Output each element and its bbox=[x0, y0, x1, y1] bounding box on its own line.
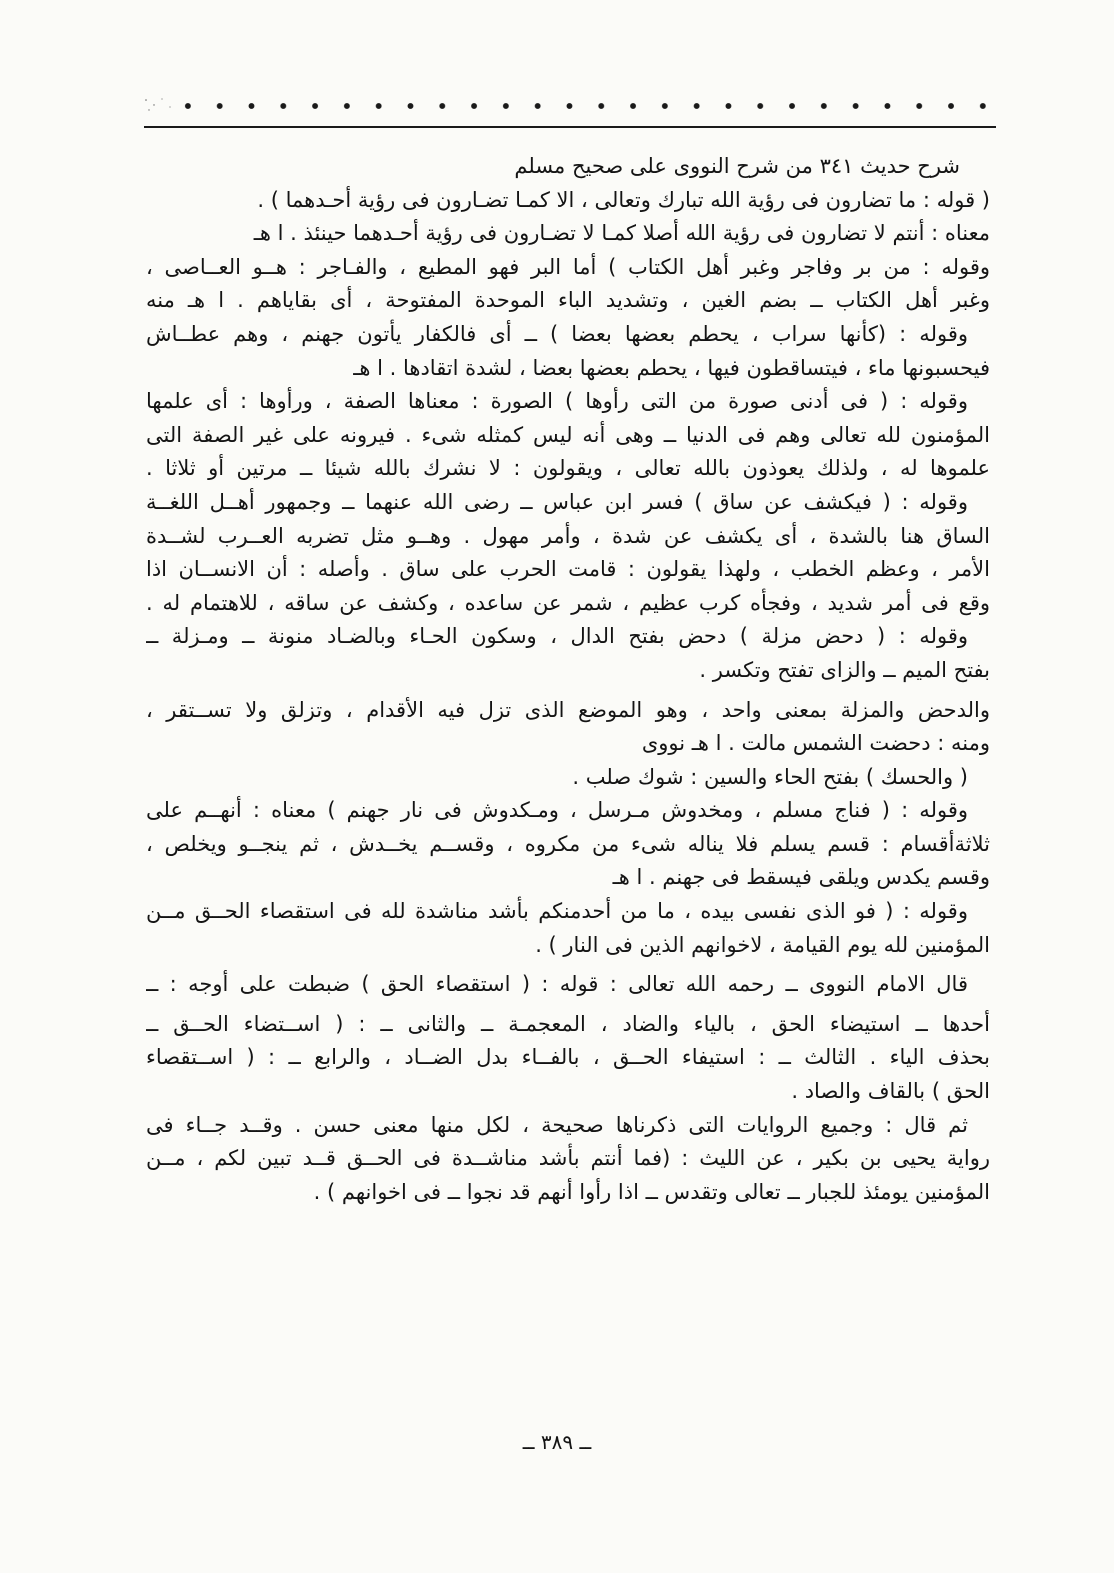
page-number: ــ ٣٨٩ ــ bbox=[522, 1430, 592, 1454]
text-line: وقوله : (كأنها سراب ، يحطم بعضها بعضا ) ــ أى فالكفار يأتون جهنم ، وهم عطــاش bbox=[146, 321, 968, 346]
text-line: الأمر ، وعظم الخطب ، ولهذا يقولون : قامت الحرب على ساق . وأصله : أن الانســان اذا bbox=[146, 557, 990, 582]
text-line: ( قوله : ما تضارون فى رؤية الله تبارك وتعالى ، الا كمـا تضـارون فى رؤية أحـدهما ) . bbox=[257, 187, 990, 212]
text-line: بفتح الميم ــ والزاى تفتح وتكسر . bbox=[699, 657, 990, 682]
text-line: ثم قال : وجميع الروايات التى ذكرناها صحيحة ، لكل منها معنى حسن . وقــد جــاء فى bbox=[146, 1112, 968, 1137]
text-line: وقسم يكدس ويلقى فيسقط فى جهنم . ا هـ bbox=[612, 865, 990, 890]
text-line: وقوله : من بر وفاجر وغبر أهل الكتاب ) أما البر فهو المطيع ، والفـاجر : هــو العــاصى ، bbox=[146, 254, 990, 279]
text-line: والدحض والمزلة بمعنى واحد ، وهو الموضع الذى تزل فيه الأقدام ، وتزلق ولا تســتقر ، bbox=[146, 697, 990, 722]
text-line: الساق هنا بالشدة ، أى يكشف عن شدة ، وأمر مهول . وهــو مثل تضربه العــرب لشــدة bbox=[146, 523, 990, 548]
text-line: وقع فى أمر شديد ، وفجأه كرب عظيم ، شمر عن ساعده ، وكشف عن ساقه ، للاهتمام له . bbox=[146, 590, 990, 615]
text-line: المؤمنين لله يوم القيامة ، لاخوانهم الذين فى النار ) . bbox=[535, 932, 990, 957]
section-title: شرح حديث ٣٤١ من شرح النووى على صحيح مسلم bbox=[514, 154, 960, 178]
text-line: ثلاثةأقسام : قسم يسلم فلا يناله شىء من مكروه ، وقســم يخــدش ، ثم ينجــو ويخلص ، bbox=[146, 831, 990, 856]
text-line: وقوله : ( فى أدنى صورة من التى رأوها ) الصورة : معناها الصفة ، ورأوها : أى علمها bbox=[146, 389, 968, 414]
text-line: وقوله : ( فناج مسلم ، ومخدوش مـرسل ، ومـكدوش فى نار جهنم ) معناه : أنهــم على bbox=[146, 798, 968, 823]
text-line: الحق ) بالقاف والصاد . bbox=[791, 1079, 990, 1104]
text-line: ( والحسك ) بفتح الحاء والسين : شوك صلب . bbox=[572, 764, 968, 789]
text-line: علموها له ، ولذلك يعوذون بالله تعالى ، ويقولون : لا نشرك بالله شيئا ــ مرتين أو ثلاثا . bbox=[146, 456, 990, 481]
text-line: بحذف الياء . الثالث ــ : استيفاء الحــق ، بالفــاء بدل الضــاد ، والرابع ــ : ( اســتقصاء bbox=[146, 1045, 990, 1070]
text-line: وقوله : ( دحض مزلة ) دحض بفتح الدال ، وسكون الحـاء وبالضـاد منونة ــ ومـزلة ــ bbox=[146, 624, 968, 649]
text-line: فيحسبونها ماء ، فيتساقطون فيها ، يحطم بعضها بعضا ، لشدة اتقادها . ا هـ bbox=[353, 355, 990, 380]
text-line: معناه : أنتم لا تضارون فى رؤية الله أصلا كمـا لا تضـارون فى رؤية أحـدهما حينئذ . ا هـ bbox=[253, 221, 990, 246]
text-line: المؤمنون لله تعالى وهم فى الدنيا ــ وهى أنه ليس كمثله شىء . فيرونه على غير الصفة التى bbox=[146, 422, 990, 447]
header-rule bbox=[144, 126, 996, 128]
text-line: وقوله : ( فيكشف عن ساق ) فسر ابن عباس ــ رضى الله عنهما ــ وجمهور أهــل اللغــة bbox=[146, 489, 968, 514]
text-line: أحدها ــ استيضاء الحق ، بالياء والضاد ، المعجمـة ــ والثانى ــ : ( اســتضاء الحــق ــ bbox=[146, 1011, 990, 1036]
text-line: وقوله : ( فو الذى نفسى بيده ، ما من أحدمنكم بأشد مناشدة لله فى استقصاء الحــق مــن bbox=[146, 899, 968, 924]
text-line: وغبر أهل الكتاب ــ بضم الغين ، وتشديد الباء الموحدة المفتوحة ، أى بقاياهم . ا هـ منه bbox=[146, 288, 990, 313]
text-line: المؤمنين يومئذ للجبار ــ تعالى وتقدس ــ اذا رأوا أنهم قد نجوا ــ فى اخوانهم ) . bbox=[313, 1179, 990, 1204]
text-line: قال الامام النووى ــ رحمه الله تعالى : قوله : ( استقصاء الحق ) ضبطت على أوجه : ــ bbox=[146, 972, 968, 997]
text-line: رواية يحيى بن بكير ، عن الليث : (فما أنتم بأشد مناشــدة فى الحــق قــد تبين لكم ، مــن bbox=[146, 1146, 990, 1171]
header-dot-leader bbox=[160, 100, 994, 112]
page-body bbox=[146, 150, 990, 1209]
text-line: ومنه : دحضت الشمس مالت . ا هـ نووى bbox=[641, 731, 990, 756]
